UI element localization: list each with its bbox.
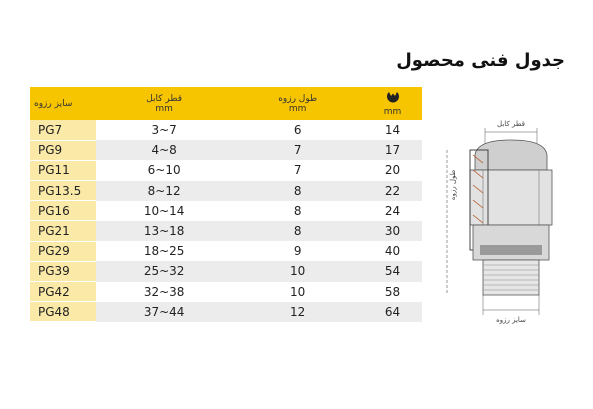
table-row <box>30 302 422 322</box>
spec-table <box>30 87 422 322</box>
header-cable-diameter <box>96 87 232 120</box>
drawing-bottom-label: سایز رزوه <box>496 316 526 324</box>
cell-wrench-size: 58 <box>384 284 401 299</box>
cell-thread-size: PG16 <box>30 201 96 221</box>
cell-cable-diameter: 8~12 <box>147 183 181 198</box>
table-row <box>30 181 422 201</box>
cell-cable-diameter: 32~38 <box>143 284 185 299</box>
cell-thread-length: 6 <box>293 123 302 138</box>
header-length-label: طول رزوه <box>278 93 318 104</box>
cell-thread-size: PG39 <box>30 261 96 281</box>
header-wrench <box>363 87 422 120</box>
cell-cable-diameter: 37~44 <box>143 304 185 319</box>
cell-wrench-size: 14 <box>384 123 401 138</box>
header-cable-unit: mm <box>155 103 173 114</box>
header-length-unit: mm <box>288 103 307 114</box>
cell-cable-diameter: 10~14 <box>143 203 185 218</box>
cell-thread-size: PG42 <box>30 282 96 302</box>
cell-wrench-size: 17 <box>384 143 401 158</box>
table-row <box>30 120 422 140</box>
cell-cable-diameter: 6~10 <box>147 163 181 178</box>
cell-cable-diameter: 3~7 <box>151 123 177 138</box>
cell-thread-length: 10 <box>290 284 306 299</box>
header-thread-size: سایز رزوه <box>34 98 73 109</box>
drawing-left-label: طول رزوه <box>449 169 457 201</box>
drawing-top-label: قطر کابل <box>497 120 525 128</box>
header-wrench-unit: mm <box>383 106 402 117</box>
cell-thread-length: 10 <box>290 264 306 279</box>
cell-cable-diameter: 13~18 <box>143 224 185 239</box>
table-row <box>30 261 422 281</box>
table-row <box>30 282 422 302</box>
table-row <box>30 241 422 261</box>
cell-thread-size: PG29 <box>30 241 96 261</box>
cell-thread-size: PG21 <box>30 221 96 241</box>
page-title: جدول فنی محصول <box>396 50 565 71</box>
cell-thread-size: PG9 <box>30 140 96 160</box>
cell-thread-size: PG13.5 <box>30 181 96 201</box>
cell-cable-diameter: 4~8 <box>151 143 177 158</box>
cell-wrench-size: 40 <box>384 244 401 259</box>
cell-cable-diameter: 25~32 <box>143 264 185 279</box>
cell-thread-length: 8 <box>293 203 302 218</box>
cell-thread-size: PG11 <box>30 160 96 180</box>
wrench-icon <box>386 91 400 104</box>
cell-wrench-size: 20 <box>384 163 401 178</box>
cell-wrench-size: 54 <box>384 264 401 279</box>
cable-gland-drawing <box>425 110 590 330</box>
table-row <box>30 140 422 160</box>
table-header-row <box>30 87 422 120</box>
cell-thread-length: 8 <box>293 224 302 239</box>
table-row <box>30 201 422 221</box>
cell-thread-length: 8 <box>293 183 302 198</box>
table-row <box>30 221 422 241</box>
header-cable-label: قطر کابل <box>146 93 183 104</box>
cell-thread-length: 7 <box>293 143 302 158</box>
cell-thread-length: 7 <box>293 163 302 178</box>
cell-wrench-size: 24 <box>384 203 401 218</box>
header-thread-length <box>232 87 363 120</box>
cell-cable-diameter: 18~25 <box>143 244 185 259</box>
cell-thread-size: PG7 <box>30 120 96 140</box>
table-row <box>30 160 422 180</box>
cell-thread-length: 9 <box>293 244 302 259</box>
cell-thread-length: 12 <box>290 304 306 319</box>
cell-wrench-size: 30 <box>384 224 401 239</box>
cell-wrench-size: 64 <box>384 304 401 319</box>
cell-wrench-size: 22 <box>384 183 401 198</box>
cell-thread-size: PG48 <box>30 302 96 322</box>
